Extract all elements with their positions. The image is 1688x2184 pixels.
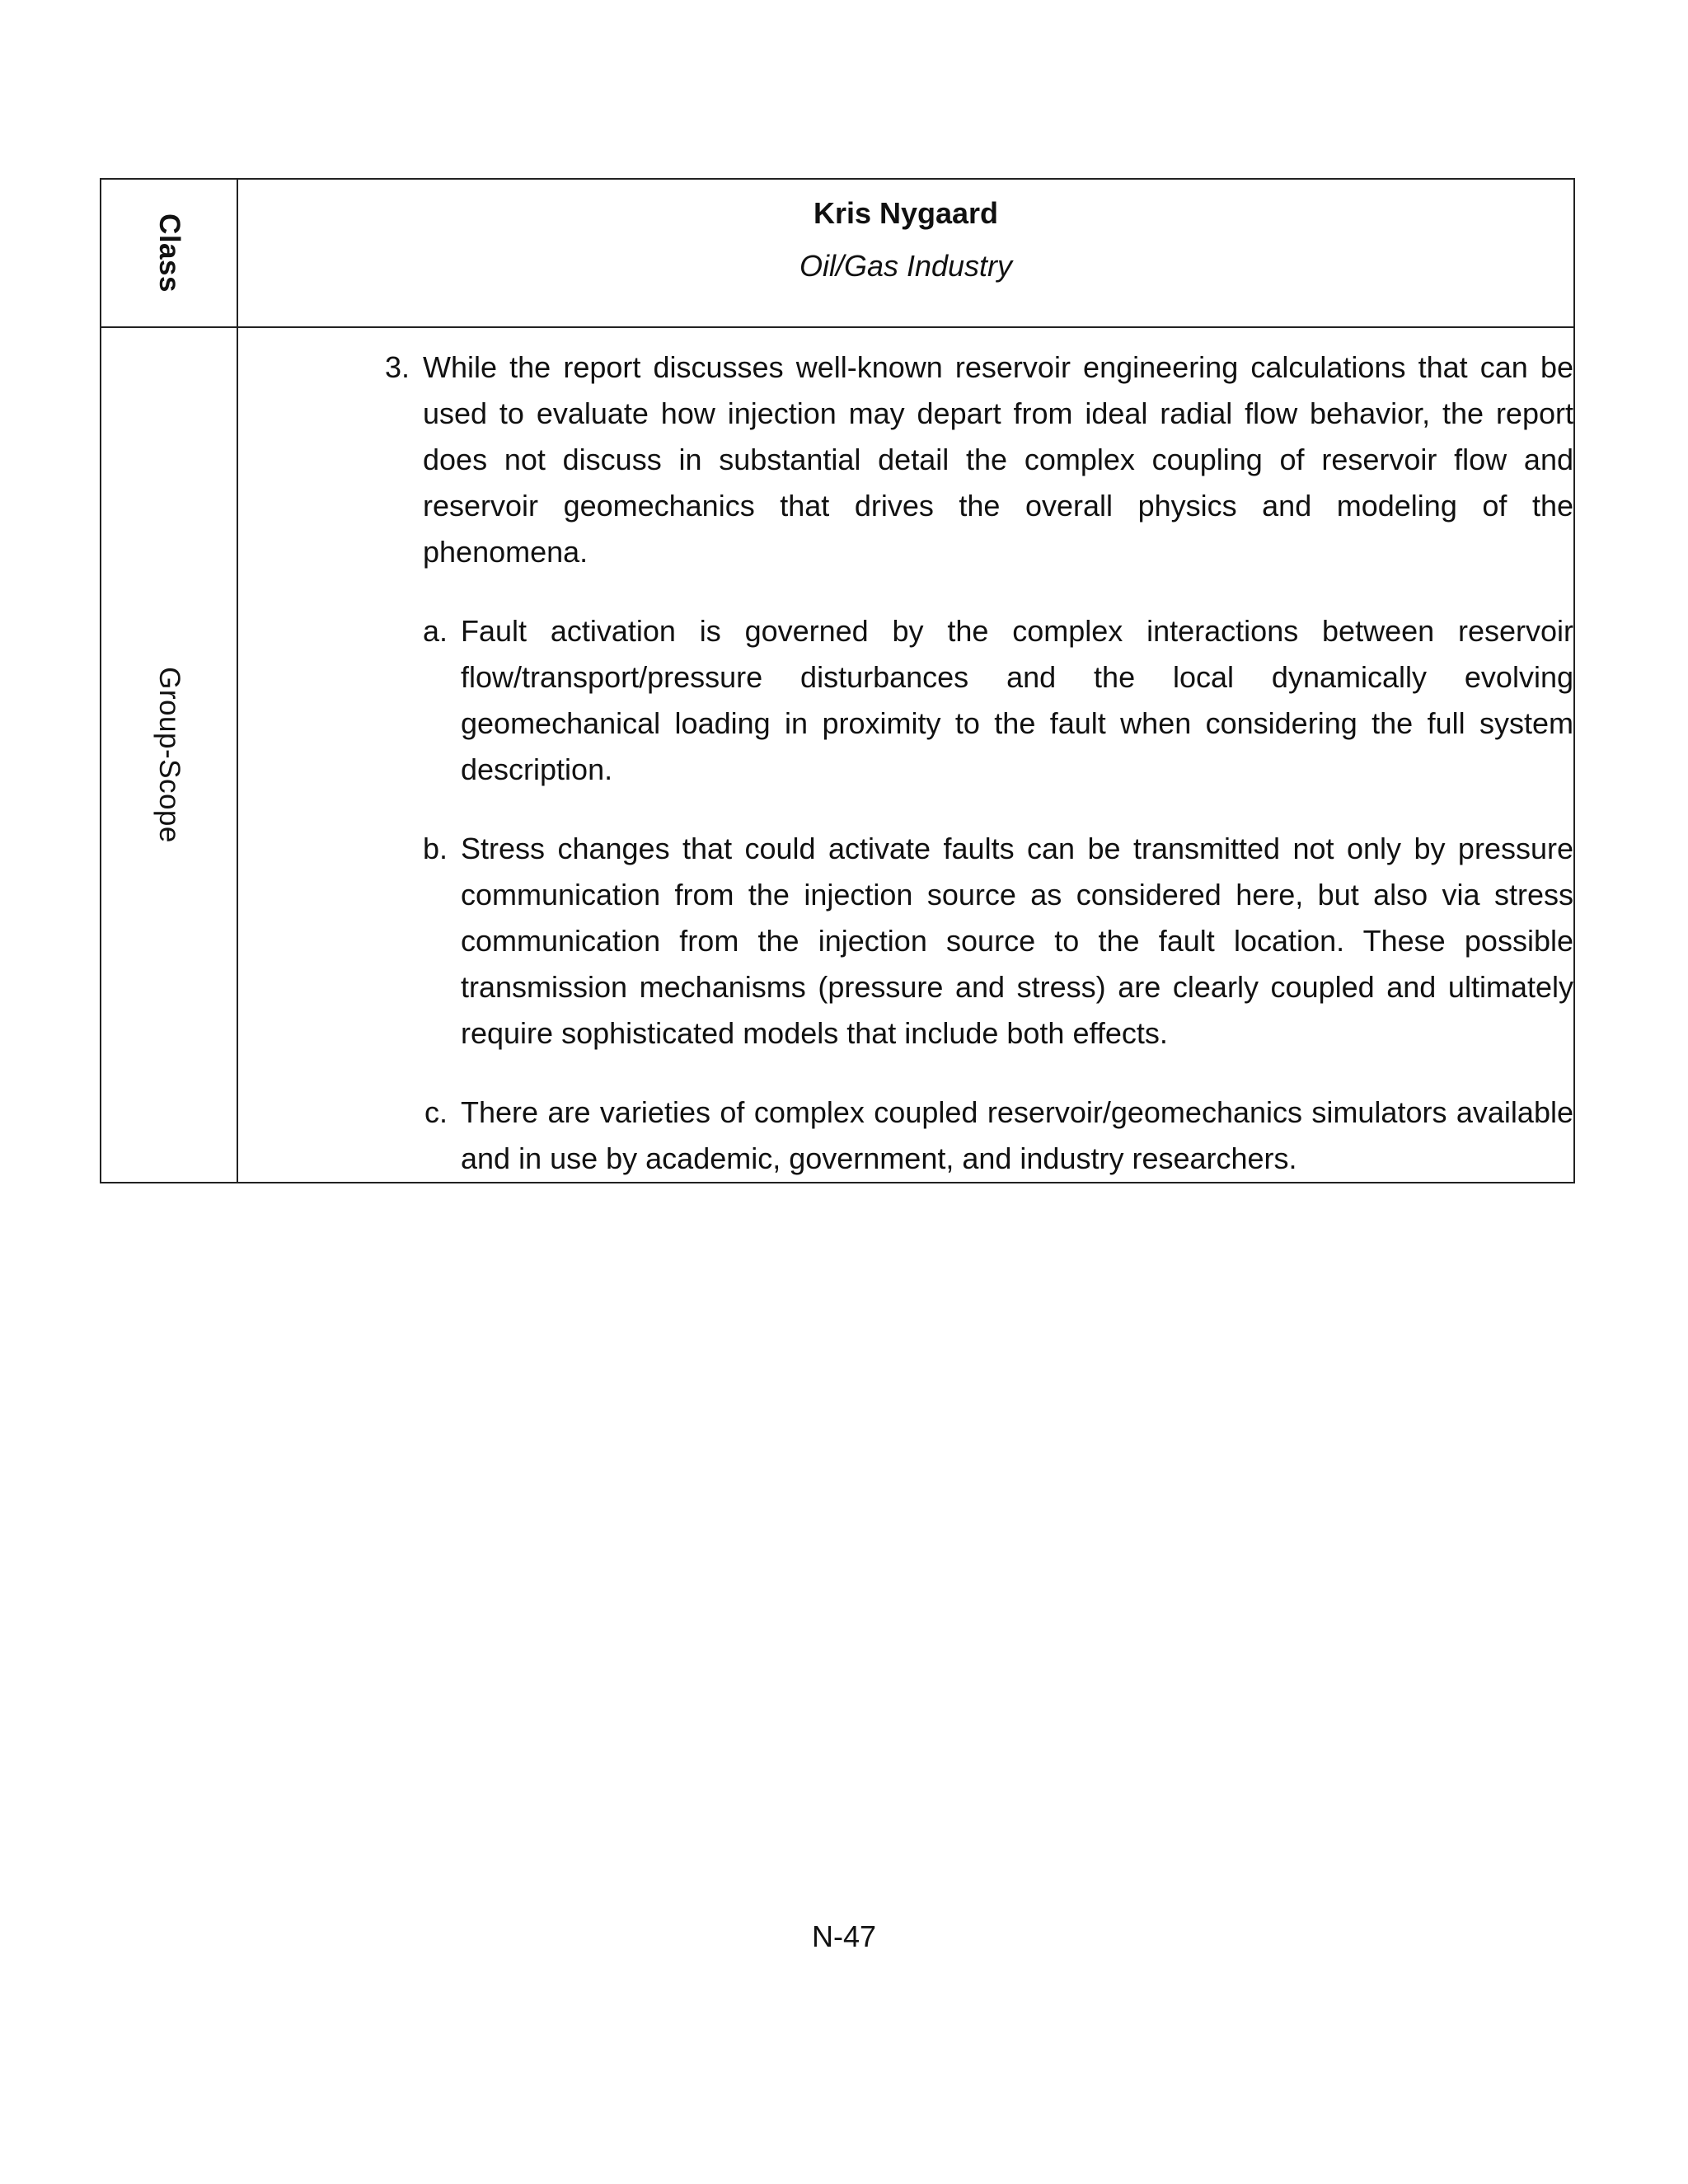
sub-item-marker: b. [423,832,448,865]
sub-item-a [238,608,1573,793]
class-label: Class [153,213,185,293]
comment-item-3 [238,344,1573,575]
class-label-wrap [101,180,237,326]
comment-table [100,178,1575,1183]
comment-cell [237,327,1574,1183]
sub-item-marker: c. [424,1095,448,1129]
table-body-row [101,327,1574,1183]
comment-number: 3. [385,350,410,384]
commenter-cell [237,179,1574,327]
sub-item-text: Stress changes that could activate faults can be transmitted not only by pressure communication from the injection source as considered here, but also via stress communication from the injection source to the fault location. These possible transmission mechanisms (pressure and stress) are clearly coupled and ultimately require sophisticated models that include both effects. [461,832,1573,1050]
scope-label-wrap [101,328,237,1182]
sub-item-marker: a. [423,614,448,648]
page-number: N-47 [811,1919,877,1953]
commenter-affiliation: Oil/Gas Industry [799,249,1013,283]
commenter-name: Kris Nygaard [813,196,999,230]
scope-label: Group-Scope [153,667,185,843]
sub-item-b [238,826,1573,1057]
comment-text: While the report discusses well-known reservoir engineering calculations that can be used to evaluate how injection may depart from ideal radial flow behavior, the report does not discuss in substantial detail the complex coupling of reservoir flow and reservoir geomechanics that drives the overall physics and modeling of the phenomena. [423,350,1573,569]
sub-item-text: Fault activation is governed by the complex interactions between reservoir flow/transport/pressure disturbances and the local dynamically evolving geomechanical loading in proximity to the fault when considering the full system description. [461,614,1573,786]
sub-item-c [238,1090,1573,1182]
class-label-cell [101,179,237,327]
scope-label-cell [101,327,237,1183]
sub-item-text: There are varieties of complex coupled reservoir/geomechanics simulators available and in use by academic, government, and industry researchers. [461,1095,1573,1175]
table-header-row [101,179,1574,327]
